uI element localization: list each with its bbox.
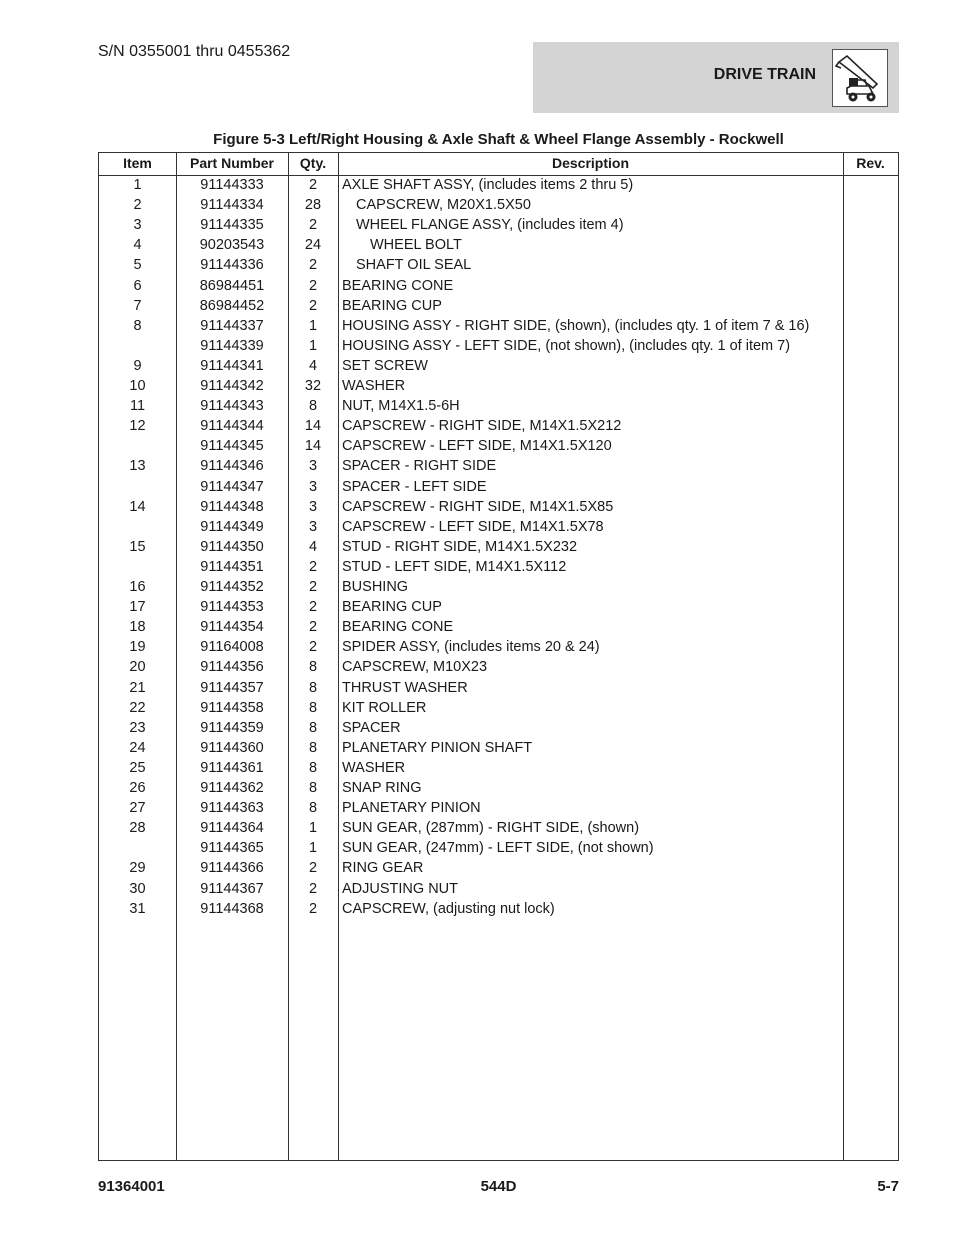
part-number: 91144356	[200, 659, 264, 676]
description: WHEEL BOLT	[370, 237, 462, 254]
item-number: 13	[129, 458, 146, 475]
description: PLANETARY PINION	[342, 800, 481, 817]
part-number: 90203543	[199, 237, 265, 254]
description: SPACER	[342, 719, 401, 736]
table-row	[99, 597, 843, 617]
quantity: 3	[308, 518, 318, 535]
part-number: 91144367	[200, 880, 264, 897]
item-number: 4	[133, 237, 142, 254]
part-number: 91164008	[200, 639, 264, 656]
part-number: 91144345	[200, 438, 264, 455]
description: BEARING CONE	[342, 277, 454, 294]
footer-model: 544D	[480, 1178, 517, 1195]
part-number: 91144350	[200, 538, 264, 555]
description: SPACER - RIGHT SIDE	[342, 458, 497, 475]
part-number: 86984452	[199, 297, 265, 314]
quantity: 1	[308, 820, 318, 837]
table-row	[99, 497, 843, 517]
item-number: 11	[129, 398, 146, 415]
quantity: 28	[304, 197, 322, 214]
table-row	[99, 276, 843, 296]
quantity: 1	[308, 840, 318, 857]
part-number: 91144366	[200, 860, 264, 877]
table-row	[99, 798, 843, 818]
table-row	[99, 215, 843, 235]
item-number: 8	[133, 317, 142, 334]
quantity: 4	[308, 357, 318, 374]
description: BUSHING	[342, 579, 409, 595]
quantity: 4	[308, 538, 318, 555]
table-row	[99, 195, 843, 215]
item-number: 10	[129, 378, 146, 394]
quantity: 8	[308, 739, 318, 756]
table-row	[99, 416, 843, 436]
table-row	[99, 336, 843, 356]
description: AXLE SHAFT ASSY, (includes items 2 thru 5)	[342, 177, 634, 193]
quantity: 1	[308, 337, 318, 354]
description: CAPSCREW - RIGHT SIDE, M14X1.5X212	[342, 418, 622, 435]
table-row	[99, 436, 843, 456]
description: THRUST WASHER	[342, 679, 468, 696]
description: BEARING CUP	[342, 297, 442, 314]
figure-title: Figure 5-3 Left/Right Housing & Axle Shaft & Wheel Flange Assembly - Rockwell	[213, 131, 784, 148]
description: CAPSCREW - LEFT SIDE, M14X1.5X78	[342, 518, 604, 535]
section-header	[533, 42, 899, 113]
table-row	[99, 778, 843, 798]
quantity: 2	[308, 217, 318, 234]
item-number: 28	[129, 820, 146, 837]
table-row	[99, 818, 843, 838]
part-number: 91144365	[200, 840, 264, 857]
item-number: 16	[129, 579, 146, 595]
part-number: 91144334	[200, 197, 264, 214]
item-number: 22	[129, 699, 146, 716]
part-number: 91144337	[200, 317, 264, 334]
description: WASHER	[342, 759, 406, 776]
description: HOUSING ASSY - LEFT SIDE, (not shown), (includes qty. 1 of item 7)	[342, 337, 791, 354]
footer-doc-number: 91364001	[98, 1178, 165, 1195]
part-number: 91144359	[200, 719, 264, 736]
quantity: 3	[308, 498, 318, 515]
table-row	[99, 477, 843, 497]
item-number: 12	[129, 418, 146, 435]
quantity: 8	[308, 719, 318, 736]
description: CAPSCREW, (adjusting nut lock)	[342, 900, 555, 917]
part-number: 91144364	[200, 820, 264, 837]
table-row	[99, 718, 843, 738]
item-number: 29	[129, 860, 146, 877]
footer-page-number: 5-7	[877, 1178, 899, 1195]
part-number: 91144363	[200, 800, 264, 817]
description: CAPSCREW, M20X1.5X50	[356, 197, 531, 214]
col-header-part-number: Part Number	[189, 155, 275, 171]
table-row	[99, 255, 843, 275]
item-number: 1	[133, 177, 142, 193]
quantity: 8	[308, 780, 318, 796]
part-number: 91144339	[200, 337, 264, 354]
table-row	[99, 517, 843, 537]
part-number: 91144349	[200, 518, 264, 535]
table-row	[99, 657, 843, 677]
table-row	[99, 577, 843, 597]
quantity: 3	[308, 458, 318, 475]
quantity: 8	[308, 659, 318, 676]
quantity: 8	[308, 759, 318, 776]
description: STUD - RIGHT SIDE, M14X1.5X232	[342, 538, 578, 555]
quantity: 2	[308, 599, 318, 616]
item-number: 7	[133, 297, 142, 314]
part-number: 91144335	[200, 217, 264, 234]
column-divider	[843, 153, 844, 1160]
part-number: 91144358	[200, 699, 264, 716]
quantity: 2	[308, 257, 318, 274]
table-row	[99, 175, 843, 195]
item-number: 19	[129, 639, 146, 656]
item-number: 26	[129, 780, 146, 796]
quantity: 14	[304, 438, 322, 455]
part-number: 91144357	[200, 679, 264, 696]
item-number: 31	[129, 900, 146, 917]
table-row	[99, 456, 843, 476]
description: CAPSCREW, M10X23	[342, 659, 488, 676]
item-number: 2	[133, 197, 142, 214]
quantity: 8	[308, 679, 318, 696]
quantity: 2	[308, 277, 318, 294]
table-row	[99, 356, 843, 376]
parts-table	[98, 152, 899, 1161]
quantity: 8	[308, 800, 318, 817]
quantity: 2	[308, 619, 318, 636]
description: SUN GEAR, (287mm) - RIGHT SIDE, (shown)	[342, 820, 640, 837]
telehandler-icon	[832, 49, 888, 107]
part-number: 86984451	[199, 277, 265, 294]
quantity: 24	[304, 237, 322, 254]
item-number: 24	[129, 739, 146, 756]
table-row	[99, 637, 843, 657]
table-row	[99, 235, 843, 255]
table-row	[99, 879, 843, 899]
part-number: 91144352	[200, 579, 264, 595]
table-row	[99, 858, 843, 878]
part-number: 91144348	[200, 498, 264, 515]
quantity: 8	[308, 699, 318, 716]
col-header-item: Item	[123, 155, 152, 171]
quantity: 3	[308, 478, 318, 495]
item-number: 20	[129, 659, 146, 676]
part-number: 91144333	[200, 177, 264, 193]
part-number: 91144347	[200, 478, 264, 495]
part-number: 91144361	[200, 759, 264, 776]
description: SPIDER ASSY, (includes items 20 & 24)	[342, 639, 600, 656]
part-number: 91144368	[200, 900, 264, 917]
part-number: 91144342	[200, 378, 264, 394]
quantity: 32	[304, 378, 322, 394]
item-number: 23	[129, 719, 146, 736]
quantity: 2	[308, 860, 318, 877]
part-number: 91144362	[200, 780, 264, 796]
table-row	[99, 758, 843, 778]
quantity: 2	[308, 579, 318, 595]
table-row	[99, 698, 843, 718]
description: WHEEL FLANGE ASSY, (includes item 4)	[356, 217, 624, 234]
table-row	[99, 396, 843, 416]
part-number: 91144353	[200, 599, 264, 616]
quantity: 2	[308, 558, 318, 575]
quantity: 1	[308, 317, 318, 334]
part-number: 91144341	[200, 357, 264, 374]
description: SUN GEAR, (247mm) - LEFT SIDE, (not shown)	[342, 840, 654, 857]
serial-range: S/N 0355001 thru 0455362	[98, 43, 291, 60]
part-number: 91144360	[200, 739, 264, 756]
table-row	[99, 557, 843, 577]
description: PLANETARY PINION SHAFT	[342, 739, 533, 756]
table-row	[99, 738, 843, 758]
description: BEARING CUP	[342, 599, 442, 616]
item-number: 18	[129, 619, 146, 636]
item-number: 27	[129, 800, 146, 817]
quantity: 2	[308, 639, 318, 656]
col-header-description: Description	[551, 155, 629, 171]
table-row	[99, 617, 843, 637]
table-row	[99, 296, 843, 316]
description: STUD - LEFT SIDE, M14X1.5X112	[342, 558, 567, 575]
table-row	[99, 537, 843, 557]
description: HOUSING ASSY - RIGHT SIDE, (shown), (includes qty. 1 of item 7 & 16)	[342, 317, 810, 334]
description: SHAFT OIL SEAL	[356, 257, 472, 274]
part-number: 91144343	[200, 398, 264, 415]
description: ADJUSTING NUT	[342, 880, 458, 897]
item-number: 6	[133, 277, 142, 294]
table-row	[99, 316, 843, 336]
description: SNAP RING	[342, 780, 422, 796]
item-number: 3	[133, 217, 142, 234]
section-title: DRIVE TRAIN	[713, 66, 816, 83]
table-row	[99, 376, 843, 396]
quantity: 2	[308, 880, 318, 897]
part-number: 91144344	[200, 418, 264, 435]
item-number: 25	[129, 759, 146, 776]
item-number: 15	[129, 538, 146, 555]
description: NUT, M14X1.5-6H	[342, 398, 460, 415]
quantity: 2	[308, 900, 318, 917]
description: CAPSCREW - LEFT SIDE, M14X1.5X120	[342, 438, 612, 455]
part-number: 91144336	[200, 257, 264, 274]
part-number: 91144351	[200, 558, 264, 575]
description: KIT ROLLER	[342, 699, 427, 716]
part-number: 91144346	[200, 458, 264, 475]
quantity: 14	[304, 418, 322, 435]
description: CAPSCREW - RIGHT SIDE, M14X1.5X85	[342, 498, 614, 515]
part-number: 91144354	[200, 619, 264, 636]
description: SET SCREW	[342, 357, 428, 374]
table-row	[99, 899, 843, 919]
quantity: 2	[308, 177, 318, 193]
item-number: 21	[129, 679, 146, 696]
description: RING GEAR	[342, 860, 424, 877]
item-number: 9	[133, 357, 142, 374]
quantity: 2	[308, 297, 318, 314]
description: BEARING CONE	[342, 619, 454, 636]
col-header-rev: Rev.	[856, 155, 885, 171]
item-number: 5	[133, 257, 142, 274]
description: SPACER - LEFT SIDE	[342, 478, 487, 495]
table-row	[99, 678, 843, 698]
item-number: 17	[129, 599, 146, 616]
quantity: 8	[308, 398, 318, 415]
item-number: 30	[129, 880, 146, 897]
item-number: 14	[129, 498, 146, 515]
description: WASHER	[342, 378, 406, 394]
table-row	[99, 838, 843, 858]
col-header-qty: Qty.	[299, 155, 327, 171]
